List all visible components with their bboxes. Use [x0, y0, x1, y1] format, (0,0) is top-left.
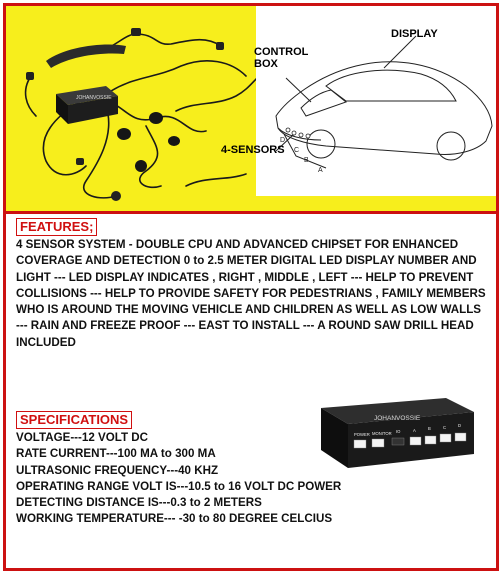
- connector-icon: [76, 158, 84, 165]
- car-window-outline: [326, 70, 456, 101]
- cable: [140, 126, 161, 187]
- control-box-pointer-line: [286, 78, 311, 102]
- car-outline-drawing: [206, 6, 496, 211]
- spec-voltage: VOLTAGE---12 VOLT DC: [16, 431, 149, 444]
- sensor-group: [117, 112, 180, 172]
- port-socket: [392, 438, 404, 445]
- sensor-letter-c: C: [294, 147, 300, 154]
- sensor-icon: [168, 136, 180, 146]
- port-label-c: C: [443, 425, 447, 430]
- control-box-photo: [306, 390, 481, 485]
- port-socket: [455, 433, 466, 441]
- cable: [26, 76, 36, 116]
- spec-frequency: ULTRASONIC FREQUENCY---40 KHZ: [16, 463, 219, 477]
- installation-diagram: [206, 6, 496, 211]
- control-box-label: CONTROL BOX: [254, 46, 309, 70]
- sensor-icon: [117, 128, 131, 140]
- sensor-icon: [149, 112, 163, 124]
- port-label-io: IO: [396, 429, 401, 434]
- sensor-dot: [292, 131, 296, 135]
- connector-icon: [131, 28, 141, 36]
- port-label-monitor: MONITOR: [372, 431, 392, 436]
- listing-frame: [3, 3, 499, 571]
- sensor-icon: [135, 160, 147, 172]
- specifications-heading: SPECIFICATIONS: [16, 411, 132, 429]
- port-socket: [372, 439, 384, 447]
- port-socket: [425, 436, 436, 444]
- sensor-letter-d: D: [280, 137, 286, 144]
- features-description: 4 SENSOR SYSTEM - DOUBLE CPU AND ADVANCED CHIPSET FOR ENHANCED COVERAGE AND DETECTION 0 to 2.5 METER DIGITAL LED DISPLAY NUMBER AND LIGHT --- LED DISPLAY INDICATES , RIGHT , MIDDLE , LEFT --- HELP TO PREVENT COLLISIONS --- HELP TO PROVIDE SAFETY FOR PEDESTRIANS , FAMILY MEMBERS WHO IS AROUND THE MOVING VEHICLE AND CHILDREN AS WELL AS LOW WALLS --- RAIN AND FREEZE PROOF --- EAST TO INSTALL --- A ROUND SAW DRILL HEAD INCLUDED: [16, 238, 486, 349]
- box-brand-text: JOHANVOSSIE: [374, 415, 421, 422]
- spec-current: RATE CURRENT---100 MA to 300 MA: [16, 447, 216, 461]
- port-socket: [410, 437, 421, 445]
- port-label-a: A: [413, 428, 416, 433]
- port-label-power: POWER: [354, 432, 370, 437]
- sensor-dot: [306, 134, 310, 138]
- sensors-label: 4-SENSORS: [221, 144, 285, 156]
- port-label-d: D: [458, 423, 462, 428]
- display-label: DISPLAY: [391, 28, 438, 40]
- port-socket: [354, 440, 366, 448]
- port-socket: [440, 434, 451, 442]
- led-display-unit: [46, 45, 126, 68]
- control-box-brand: JOHANVOSSIE: [76, 95, 112, 101]
- features-heading: FEATURES;: [16, 218, 97, 236]
- spec-operating-range: OPERATING RANGE VOLT IS---10.5 to 16 VOLT DC POWER: [16, 479, 342, 493]
- sensor-letter-b: B: [304, 157, 309, 164]
- spec-working-temperature: WORKING TEMPERATURE--- -30 to 80 DEGREE CELCIUS: [16, 512, 333, 526]
- connector-icon: [26, 72, 34, 80]
- sensor-dot: [299, 133, 303, 137]
- spec-detecting-distance: DETECTING DISTANCE IS---0.3 to 2 METERS: [16, 496, 262, 510]
- rear-window-outline: [301, 90, 346, 116]
- port-label-b: B: [428, 426, 431, 431]
- product-image-panel: [6, 6, 496, 214]
- car-body-outline: [276, 62, 492, 155]
- sensor-dot: [286, 128, 290, 132]
- drill-head-icon: [111, 191, 121, 201]
- sensor-letter-a: A: [318, 167, 323, 174]
- front-wheel-icon: [437, 132, 465, 160]
